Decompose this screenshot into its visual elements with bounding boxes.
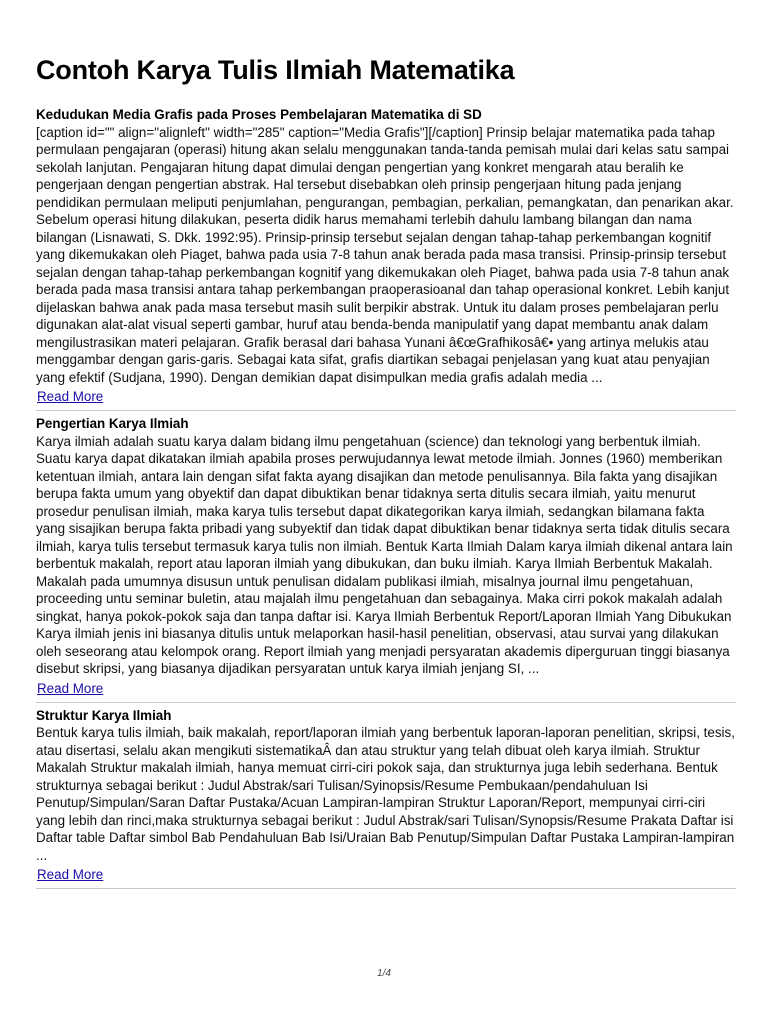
article-title: Kedudukan Media Grafis pada Proses Pembelajaran Matematika di SD	[36, 107, 482, 122]
article-title: Struktur Karya Ilmiah	[36, 707, 172, 723]
read-more-link[interactable]: Read More	[37, 867, 104, 882]
divider	[36, 702, 736, 703]
article-body: Bentuk karya tulis ilmiah, baik makalah, report/laporan ilmiah yang berbentuk laporan-laporan penelitian, skripsi, tesis, atau disertasi, selalu akan mengikuti sistematikaÂ dan atau struktur yang telah dibuat oleh karya ilmiah. Struktur Makalah Struktur makalah ilmiah, hanya memuat cirri-ciri pokok saja, dan strukturnya juga lebih sederhana. Bentuk strukturnya sebagai berikut : Judul Abstrak/sari Tulisan/Syinopsis/Resume Pembukaan/pendahuluan Isi Penutup/Simpulan/Saran Daftar Pustaka/Acuan Lampiran-lampiran Struktur Laporan/Report, mempunyai cirri-ciri yang lebih dan rinci,maka strukturnya sebagai berikut : Judul Abstrak/sari Tulisan/Synopsis/Resume Prakata Daftar isi Daftar table Daftar simbol Bab Pendahuluan Bab Isi/Uraian Bab Penutup/Simpulan Daftar Pustaka Lampiran-lampiran ...	[36, 725, 735, 863]
article-body: Karya ilmiah adalah suatu karya dalam bidang ilmu pengetahuan (science) dan teknologi yang berbentuk ilmiah. Suatu karya dapat dikatakan ilmiah apabila proses perwujudannya lewat metode ilmiah. Jonnes (1960) memberikan ketentuan ilmiah, antara lain dengan sifat fakta ayang disajikan dan metode penulisannya. Bila fakta yang disajikan berupa fakta umum yang obyektif dan dapat dibuktikan benar tidaknya serta ditulis secara ilmiah, yaitu menurut prosedur penulisan ilmiah, maka karya tulis tersebut dapat dikategorikan karya ilmiah, sedangkan bilamana fakta yang sisajikan berupa fakta pribadi yang subyektif dan tidak dapat dibuktikan benar tidaknya serta tidak ditulis secara ilmiah, karya tulis tersebut termasuk karya tulis non ilmiah. Bentuk Karta Ilmiah Dalam karya ilmiah dikenal antara lain berbentuk makalah, report atau laporan ilmiah yang dibukukan, dan buku ilmiah. Karya Ilmiah Berbentuk Makalah. Makalah pada umumnya disusun untuk penulisan didalam publikasi ilmiah, misalnya journal ilmu pengetahuan, proceeding untu seminar buletin, atau majalah ilmu pengetahuan dan sebagainya. Maka cirri pokok makalah adalah singkat, hanya pokok-pokok saja dan tanpa daftar isi. Karya Ilmiah Berbentuk Report/Laporan Ilmiah Yang Dibukukan Karya ilmiah jenis ini biasanya ditulis untuk melaporkan hasil-hasil penelitian, observasi, atau survai yang dilakukan oleh seseorang atau kelompok orang. Report ilmiah yang menjadi persyaratan akademis diperguruan tinggi biasanya disebut skripsi, yang biasanya dijadikan persyaratan untuk karya ilmiah jenjang SI, ...	[36, 433, 733, 676]
page-number: 1/4	[377, 968, 391, 979]
article-item	[36, 415, 736, 698]
read-more-link[interactable]: Read More	[37, 389, 104, 404]
divider	[36, 410, 736, 411]
article-title: Pengertian Karya Ilmiah	[36, 416, 189, 431]
article-item	[36, 707, 736, 885]
page-title: Contoh Karya Tulis Ilmiah Matematika	[36, 55, 515, 85]
document-page	[36, 52, 736, 893]
divider	[36, 888, 736, 889]
read-more-link[interactable]: Read More	[37, 680, 104, 696]
article-item	[36, 106, 736, 406]
article-body: [caption id="" align="alignleft" width="285" caption="Media Grafis"][/caption] Prinsip belajar matematika pada tahap permulaan pengajaran (operasi) hitung akan selalu menggunakan tanda-tanda pemisah mulai dari kelas satu sampai sekolah lanjutan. Pengajaran hitung dapat dimulai dengan pengertian yang konkret mengarah atau beralih ke pengerjaan dengan pengertian abstrak. Hal tersebut disebabkan oleh prinsip pengerjaan hitung pada jenjang pendidikan permulaan meliputi penjumlahan, pengurangan, pembagian, perkalian, pemangkatan, dan penarikan akar. Sebelum operasi hitung dilakukan, peserta didik harus memahami terlebih dahulu lambang bilangan dan nama bilangan (Lisnawati, S. Dkk. 1992:95). Prinsip-prinsip tersebut sejalan dengan tahap-tahap perkembangan kognitif yang dikemukakan oleh Piaget, bahwa pada usia 7-8 tahun anak berada pada masa transisi. Prinsip-prinsip tersebut sejalan dengan tahap-tahap perkembangan kognitif yang dikemukakan oleh Piaget, bahwa pada usia 7-8 tahun anak berada pada masa transisi antara tahap perkembangan praoperasioanal dan tahap operasional konkret. Lebih kanjut dijelaskan bahwa anak pada masa tersebut masih sulit berpikir abstrak. Untuk itu dalam proses pembelajaran perlu digunakan alat-alat visual seperti gambar, huruf atau benda-benda manipulatif yang dapat membantu anak dalam mengilustrasikan materi pelajaran. Grafik berasal dari bahasa Yunani â€œGrafhikosâ€• yang artinya melukis atau menggambar dengan garis-garis. Sebagai kata sifat, grafis diartikan sebagai penjelasan yang kuat atau penyajian yang efektif (Sudjana, 1990). Dengan demikian dapat disimpulkan media grafis adalah media ...	[36, 124, 734, 385]
